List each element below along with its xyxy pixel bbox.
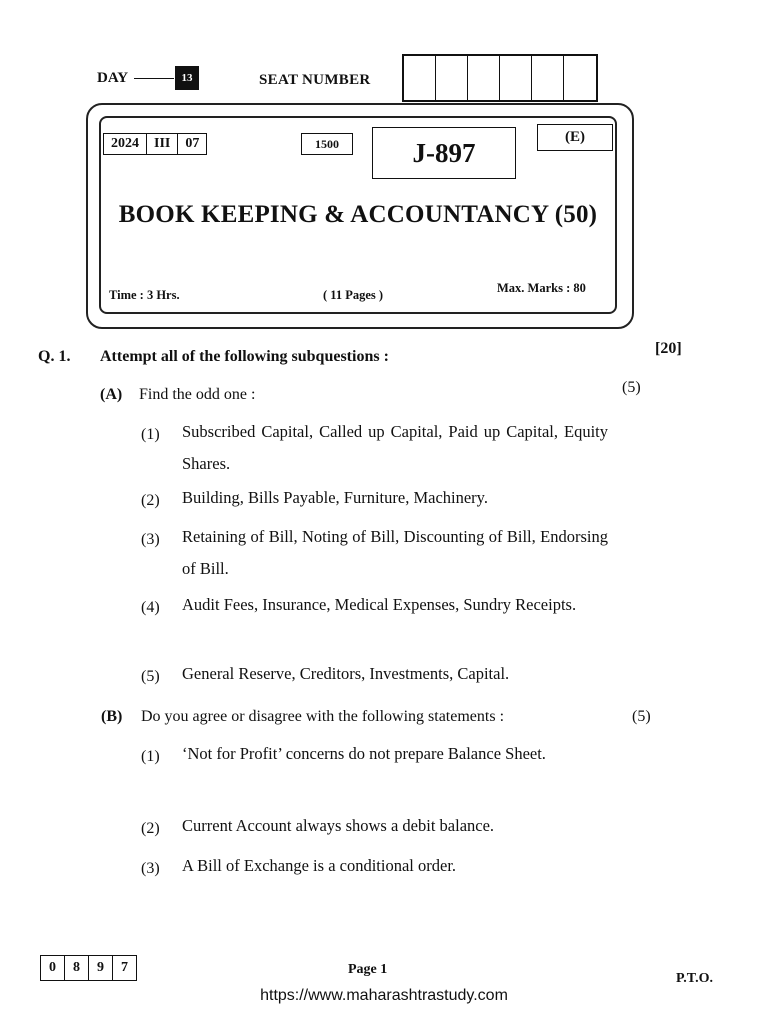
code-digit: 0	[41, 956, 65, 980]
seat-number-cell[interactable]	[564, 56, 596, 100]
paper-code: J-897	[372, 127, 516, 179]
paper-term: III	[147, 134, 178, 154]
item-text: ‘Not for Profit’ concerns do not prepare Balance Sheet.	[182, 744, 546, 763]
question-number: Q. 1.	[38, 348, 71, 365]
day-label	[97, 70, 178, 87]
section-b-label: (B)	[101, 708, 123, 725]
question-marks: [20]	[655, 340, 682, 357]
section-a-instruction: Find the odd one :	[139, 386, 256, 403]
page-count: ( 11 Pages )	[323, 288, 384, 302]
item-text: Subscribed Capital, Called up Capital, Paid up Capital, Equity Shares.	[182, 422, 608, 473]
section-a-marks: (5)	[622, 379, 641, 396]
please-turn-over: P.T.O.	[676, 971, 713, 986]
day-label-text: DAY	[97, 70, 129, 86]
day-number-box: 13	[175, 66, 199, 90]
paper-count-box: 1500	[301, 133, 353, 155]
paper-session-code	[103, 133, 207, 155]
section-b-marks: (5)	[632, 708, 651, 725]
seat-number-cell[interactable]	[468, 56, 500, 100]
page-number: Page 1	[348, 962, 388, 977]
item-number: (3)	[141, 860, 160, 877]
day-dash	[134, 78, 174, 79]
section-b-instruction: Do you agree or disagree with the following statements :	[141, 708, 505, 725]
section-a-label: (A)	[100, 386, 123, 403]
max-marks: Max. Marks : 80	[497, 281, 586, 295]
item-number: (5)	[141, 668, 160, 685]
source-url[interactable]: https://www.maharashtrastudy.com	[260, 987, 508, 1004]
code-digit: 8	[65, 956, 89, 980]
subject-title: BOOK KEEPING & ACCOUNTANCY (50)	[118, 201, 598, 228]
item-text: A Bill of Exchange is a conditional order.	[182, 856, 457, 875]
seat-number-cell[interactable]	[532, 56, 564, 100]
question-instruction: Attempt all of the following subquestions :	[100, 348, 389, 365]
item-text: Building, Bills Payable, Furniture, Machinery.	[182, 488, 488, 507]
item-number: (2)	[141, 820, 160, 837]
seat-number-boxes	[402, 54, 598, 102]
item-text: General Reserve, Creditors, Investments, Capital.	[182, 664, 510, 683]
item-number: (2)	[141, 492, 160, 509]
code-digit: 7	[121, 960, 128, 975]
language-box: (E)	[537, 124, 613, 151]
paper-year: 2024	[104, 134, 147, 154]
item-number: (3)	[141, 531, 160, 548]
seat-number-cell[interactable]	[436, 56, 468, 100]
item-number: (1)	[141, 748, 160, 765]
seat-number-cell[interactable]	[404, 56, 436, 100]
item-number: (4)	[141, 599, 160, 616]
paper-code-digits	[40, 955, 137, 981]
paper-day: 07	[185, 136, 200, 151]
item-number: (1)	[141, 426, 160, 443]
seat-number-cell[interactable]	[500, 56, 532, 100]
item-text: Retaining of Bill, Noting of Bill, Discounting of Bill, Endorsing of Bill.	[182, 527, 608, 578]
code-digit: 9	[89, 956, 113, 980]
item-text: Audit Fees, Insurance, Medical Expenses, Sundry Receipts.	[182, 595, 577, 614]
seat-number-label: SEAT NUMBER	[259, 72, 371, 88]
item-text: Current Account always shows a debit balance.	[182, 816, 495, 835]
time-duration: Time : 3 Hrs.	[109, 288, 180, 302]
